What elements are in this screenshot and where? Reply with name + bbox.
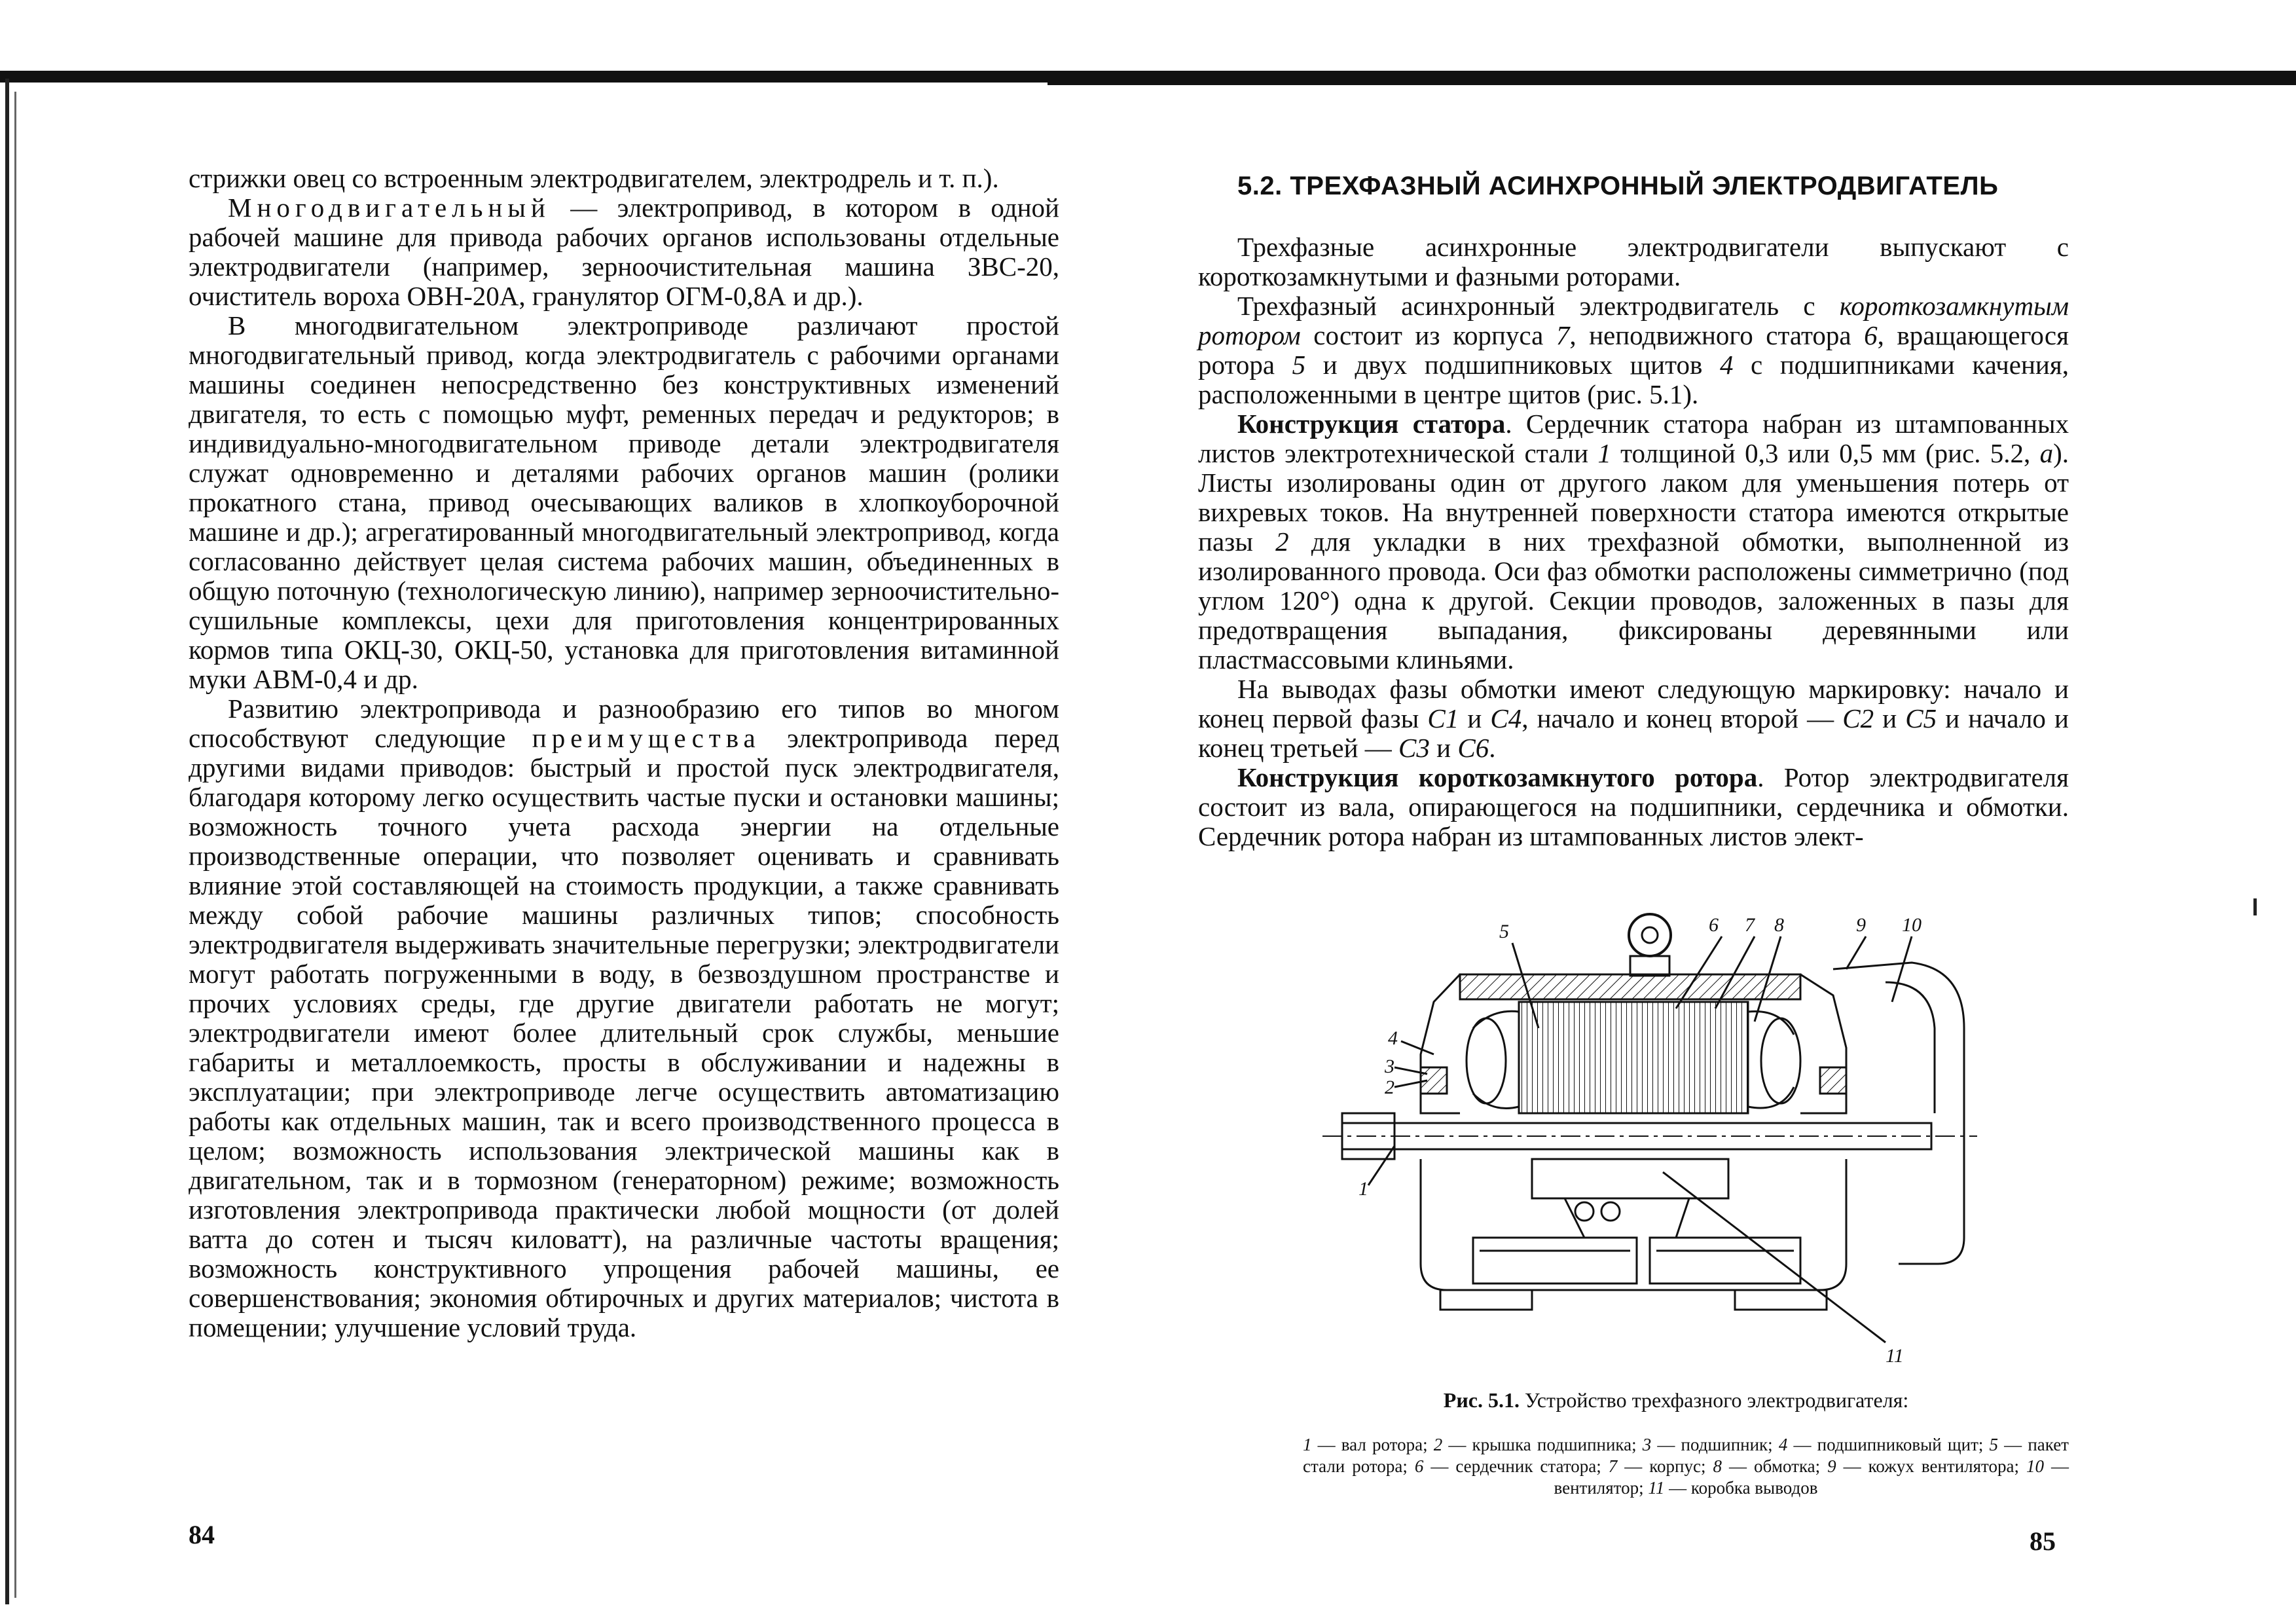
- motor-drawing: [1322, 914, 1977, 1342]
- legend-number: 11: [1648, 1478, 1665, 1498]
- text-run: стрижки овец со встроенным электродвигателем, электродрель и т. п.).: [189, 163, 999, 193]
- text-run: 5: [1292, 350, 1306, 380]
- text-run: На выводах фазы обмотки имеют следующую маркировку: начало и конец первой фазы: [1198, 674, 2069, 733]
- paragraph: [1198, 291, 2069, 409]
- page-number-right: 85: [2030, 1526, 2056, 1556]
- text-run: . Ротор электродвигателя состоит из вала, опирающегося на подшипники, сердечника и обмотки. Сердечник ротора набран из штампованных листов элект-: [1198, 762, 2069, 851]
- text-run: 2: [1275, 526, 1289, 557]
- paragraph: [189, 164, 1059, 193]
- text-run: ). Листы изолированы один от другого лаком для уменьшения потерь от вихревых токов. На внутренней поверхности статора имеются открытые пазы: [1198, 438, 2069, 557]
- legend-number: 4: [1778, 1435, 1788, 1454]
- text-run: Конструкция статора: [1237, 409, 1506, 439]
- text-run: , начало и конец второй —: [1522, 703, 1843, 733]
- text-run: толщиной 0,3 или 0,5 мм (рис. 5.2,: [1611, 438, 2040, 468]
- figure-label-3: 3: [1385, 1056, 1394, 1077]
- text-run: . Сердечник статора набран из штампованных листов электротехнической стали: [1198, 409, 2069, 468]
- paragraph: [1198, 232, 2069, 291]
- text-run: С2: [1842, 703, 1874, 733]
- figure-label-1: 1: [1358, 1178, 1368, 1200]
- text-run: С6: [1457, 733, 1489, 763]
- text-run: — электропривод, в котором в одной рабочей машине для привода рабочих органов использованы отдельные электродвигатели (например, зерноочистительная машина ЗВС-20, очиститель вороха ОВН-20А, гранулятор ОГМ-0,8А и др.).: [189, 193, 1059, 311]
- text-run: 1: [1597, 438, 1611, 468]
- legend-number: 6: [1414, 1456, 1424, 1476]
- figure-legend: [1303, 1434, 2069, 1499]
- legend-text: — пакет стали ротора;: [1303, 1435, 2069, 1476]
- legend-number: 8: [1713, 1456, 1722, 1476]
- page-number-left: 84: [189, 1520, 215, 1549]
- scan-left-edge-inner: [14, 92, 16, 1598]
- paragraph: [189, 694, 1059, 1342]
- legend-text: — подшипник;: [1651, 1435, 1779, 1454]
- text-run: .: [1489, 733, 1496, 763]
- text-run: и: [1429, 733, 1458, 763]
- text-run: и: [1874, 703, 1906, 733]
- legend-text: — вентилятор;: [1554, 1456, 2069, 1498]
- legend-text: — крышка подшипника;: [1442, 1435, 1643, 1454]
- legend-number: 10: [2026, 1456, 2044, 1476]
- text-run: Трехфазные асинхронные электродвигатели выпускают с короткозамкнутыми и фазными роторами.: [1198, 232, 2069, 291]
- paragraph: [1198, 674, 2069, 763]
- text-run: С5: [1905, 703, 1937, 733]
- paragraph: [1198, 409, 2069, 674]
- text-run: Трехфазный асинхронный электродвигатель с: [1237, 291, 1840, 321]
- section-heading: 5.2. ТРЕХФАЗНЫЙ АСИНХРОННЫЙ ЭЛЕКТРОДВИГАТЕЛЬ: [1237, 172, 1999, 200]
- figure-caption: [1283, 1388, 2069, 1412]
- text-run: а: [2039, 438, 2054, 468]
- text-run: состоит из корпуса: [1300, 320, 1556, 350]
- right-page-text: [1198, 232, 2069, 851]
- text-run: электропривода перед другими видами приводов: быстрый и простой пуск электродвигателя, благодаря которому легко осуществить частые пуски и остановки машины; возможность точного учета расхода энергии на отдельные производственные операции, что позволяет оценивать и сравнивать влияние этой составляющей на стоимость продукции, а также сравнивать между собой рабочие машины различных типов; способность электродвигателя выдерживать значительные перегрузки; электродвигатели могут работать погруженными в воду, в безвоздушном пространстве и прочих условиях среды, где другие двигатели работать не могут; электродвигатели имеют более длительный срок службы, меньшие габариты и металлоемкость, просты в обслуживании и надежны в эксплуатации; при электроприводе легче осуществить автоматизацию работы как отдельных машин, так и всего производственного процесса в целом; возможность использования электрической машины как в двигательном, так и в тормозном (генераторном) режиме; возможность изготовления электропривода практически любой мощности (от долей ватта до сотен и тысяч киловатт), на различные частоты вращения; возможность конструктивного упрощения рабочей машины, ее совершенствования; экономия обтирочных и других материалов; чистота в помещении; улучшение условий труда.: [189, 723, 1059, 1342]
- figure-label-4: 4: [1388, 1027, 1398, 1049]
- text-run: , вращающегося ротора: [1198, 320, 2069, 380]
- figure-label-6: 6: [1709, 914, 1719, 936]
- text-run: с подшипниками качения, расположенными в центре щитов (рис. 5.1).: [1198, 350, 2069, 409]
- figure-label-11: 11: [1886, 1345, 1904, 1367]
- text-run: Многодвигательный: [228, 193, 551, 223]
- caption-label: Рис. 5.1.: [1443, 1388, 1520, 1412]
- figure-label-5: 5: [1499, 921, 1509, 942]
- legend-number: 1: [1303, 1435, 1312, 1454]
- scan-mark: [2253, 898, 2257, 915]
- text-run: короткозамкнутым ротором: [1198, 291, 2069, 350]
- text-run: 7: [1556, 320, 1570, 350]
- text-run: С1: [1427, 703, 1459, 733]
- figure-label-9: 9: [1856, 914, 1866, 936]
- legend-text: — подшипниковый щит;: [1787, 1435, 1990, 1454]
- figure-label-10: 10: [1902, 914, 1922, 936]
- figure-label-8: 8: [1774, 914, 1784, 936]
- text-run: преимущества: [532, 723, 761, 753]
- text-run: и двух подшипниковых щитов: [1305, 350, 1720, 380]
- caption-text: Устройство трехфазного электродвигателя:: [1519, 1388, 1909, 1412]
- legend-text: — сердечник статора;: [1423, 1456, 1609, 1476]
- left-page-text: [189, 164, 1059, 1342]
- legend-text: — обмотка;: [1721, 1456, 1828, 1476]
- text-run: С4: [1490, 703, 1522, 733]
- legend-number: 3: [1642, 1435, 1652, 1454]
- text-run: В многодвигательном электроприводе различают простой многодвигательный привод, когда электродвигатель с рабочими органами машины соединен непосредственно без конструктивных изменений двигателя, то есть с помощью муфт, ременных передач и редукторов; в индивидуально-многодвигательном приводе детали электродвигателя служат одновременно и деталями рабочих органов машин (ролики прокатного стана, привод очесывающих валиков в хлопкоуборочной машине и др.); агрегатированный многодвигательный электропривод, когда согласованно действует целая система рабочих машин, объединенных в общую поточную (технологическую линию), например зерноочистительно-сушильные комплексы, цехи для приготовления концентрированных кормов типа ОКЦ-30, ОКЦ-50, установка для приготовления витаминной муки АВМ-0,4 и др.: [189, 310, 1059, 694]
- legend-text: — вал ротора;: [1311, 1435, 1434, 1454]
- figure-label-7: 7: [1745, 914, 1755, 936]
- legend-text: — корпус;: [1617, 1456, 1713, 1476]
- text-run: , неподвижного статора: [1569, 320, 1865, 350]
- paragraph: [1198, 763, 2069, 851]
- legend-number: 9: [1827, 1456, 1836, 1476]
- scan-left-edge: [5, 79, 9, 1604]
- figure-label-2: 2: [1385, 1077, 1394, 1098]
- paragraph: [189, 311, 1059, 694]
- paragraph: [189, 193, 1059, 311]
- text-run: Развитию электропривода и разнообразию его типов во многом способствуют следующие: [189, 693, 1059, 753]
- text-run: 6: [1864, 320, 1878, 350]
- scan-top-border-right: [1048, 79, 2296, 85]
- text-run: Конструкция короткозамкнутого ротора: [1237, 762, 1758, 792]
- legend-number: 2: [1433, 1435, 1443, 1454]
- legend-number: 7: [1608, 1456, 1618, 1476]
- motor-figure: [1322, 897, 2010, 1369]
- text-run: для укладки в них трехфазной обмотки, выполненной из изолированного провода. Оси фаз обмотки расположены симметрично (под углом 120°) одна к другой. Секции проводов, заложенных в пазы для предотвращения выпадания, фиксированы деревянными или пластмассовыми клиньями.: [1198, 526, 2069, 674]
- text-run: 4: [1719, 350, 1734, 380]
- legend-text: — кожух вентилятора;: [1836, 1456, 2026, 1476]
- text-run: и: [1459, 703, 1491, 733]
- text-run: С3: [1398, 733, 1430, 763]
- legend-number: 5: [1989, 1435, 1999, 1454]
- legend-text: — коробка выводов: [1664, 1478, 1818, 1498]
- text-run: и начало и конец третьей —: [1198, 703, 2069, 763]
